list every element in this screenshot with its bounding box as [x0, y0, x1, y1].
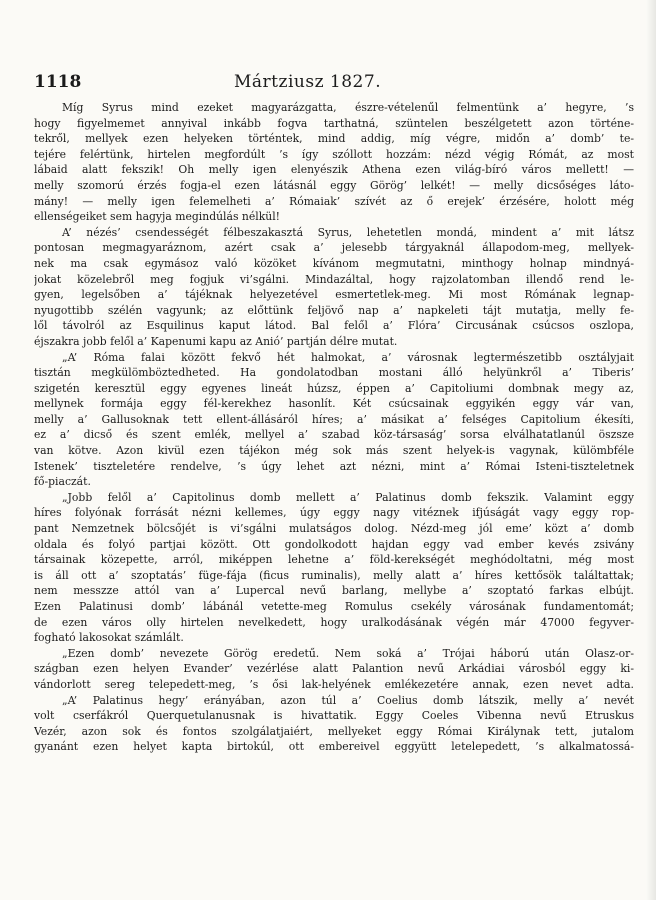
text-line: tisztán megkülömböztedheted. Ha gondolatodban mostani álló helyünkről a’ Tiberis’: [34, 366, 634, 380]
text-line: fogható lakosokat számlált.: [34, 631, 184, 645]
text-line: is áll ott a’ szoptatás’ füge-fája (ficus ruminalis), melly alatt a’ híres kettősök találtattak;: [34, 568, 634, 582]
text-line: lábaid alatt fekszik! Oh melly igen elenyészik Athena ezen világ-bíró város mellett! —: [34, 163, 634, 177]
text-line: szágban ezen helyen Evander’ vezérlése alatt Palantion nevű Arkádiai városból eggy ki-: [34, 662, 634, 676]
text-line: „Ezen domb’ nevezete Görög eredetű. Nem soká a’ Trójai háború után Olasz-or-: [62, 646, 634, 660]
text-line: jokat közelebről meg fogjuk vi’sgálni. Mindazáltal, hogy rajzolatomban illendő rend le-: [34, 272, 634, 286]
text-line: nyugottibb szélén vagyunk; az előttünk feljövő nap a’ napkeleti tájt mutatja, melly fe-: [34, 303, 634, 317]
text-line: melly a’ Gallusoknak tett ellent-állásáról híres; a’ másikat a’ felséges Capitolium ékesíti,: [34, 412, 634, 426]
text-line: fő-piaczát.: [34, 475, 91, 489]
text-line: tekről, mellyek ezen helyeken történtek, mind addig, míg végre, midőn a’ domb’ te-: [34, 132, 634, 146]
page-edge-shadow: [646, 0, 656, 900]
text-line: Vezér, azon sok és fontos szolgálatjaiért, mellyeket eggy Római Királynak tett, jutalom: [34, 724, 634, 738]
running-title: Mártziusz 1827.: [234, 72, 382, 92]
text-line: „Jobb felől a’ Capitolinus domb mellett a’ Palatinus domb fekszik. Valamint eggy: [62, 490, 634, 504]
page-number: 1118: [34, 72, 82, 92]
text-line: van kötve. Azon kivül ezen tájékon még sok más szent helyek-is vagynak, külömbféle: [34, 444, 634, 458]
text-line: „A’ Róma falai között fekvő hét halmokat, a’ városnak legtermészetibb osztályjait: [62, 350, 634, 364]
text-line: lől távolról az Esquilinus kaput látod. Bal felől a’ Flóra’ Circusának csúcsos oszlopa,: [34, 319, 634, 333]
text-line: ellenségeiket sem hagyja megindúlás nélkül!: [34, 210, 281, 224]
page-header: [34, 72, 634, 92]
text-line: „A’ Palatinus hegy’ erányában, azon túl a’ Coelius domb látszik, melly a’ nevét: [62, 693, 634, 707]
text-line: hogy figyelmemet annyival inkább fogva tarthatná, szüntelen beszélgetett azon történe-: [34, 116, 634, 130]
text-line: volt cserfákról Querquetulanusnak is hivattatik. Eggy Coeles Vibenna nevű Etruskus: [34, 709, 634, 723]
text-line: Míg Syrus mind ezeket magyarázgatta, észre-vételenűl felmentünk a’ hegyre, ’s: [62, 101, 634, 114]
text-line: mellynek formája eggy fél-kerekhez hasonlít. Két csúcsainak eggyikén eggy vár van,: [34, 397, 634, 411]
text-line: társainak közepette, arról, miképpen lehetne a’ föld-kerekségét meghódoltatni, még most: [34, 553, 634, 567]
text-line: szigetén keresztül eggy egyenes lineát húzsz, éppen a’ Capitoliumi dombnak megy az,: [34, 381, 634, 395]
text-line: Ezen Palatinusi domb’ lábánál vetette-meg Romulus csekély városának fundamentomát;: [34, 600, 634, 613]
text-line: oldala és folyó partjai között. Ott gondolkodott hajdan eggy vad ember kevés zsivány: [34, 537, 634, 551]
text-line: pontosan megmagyaráznom, azért csak a’ jelesebb tárgyaknál állapodom-meg, mellyek-: [34, 241, 634, 255]
text-line: gyen, legelsőben a’ tájéknak helyezetével esmertetlek-meg. Mi most Rómának legnap-: [34, 288, 634, 302]
text-line: mány! — melly igen felemelheti a’ Rómaiak’ szívét az ő erejek’ érzésére, holott még: [34, 194, 634, 208]
text-line: híres folyónak forrását nézni kellemes, úgy eggy nagy vitéznek ifjúságát vagy eggy rop-: [34, 506, 634, 520]
text-line: nem messzze attól van a’ Lupercal nevű barlang, mellybe a’ szoptató farkas elbújt.: [34, 584, 634, 598]
text-line: de ezen város olly hirtelen nevelkedett, hogy uralkodásának végén már 47000 fegyver-: [34, 615, 634, 629]
text-line: melly szomorú érzés fogja-el ezen látásnál eggy Görög’ lelkét! — melly dicsőséges láto-: [34, 178, 634, 192]
text-line: Istenek’ tiszteletére rendelve, ’s úgy lehet azt nézni, mint a’ Római Isteni-tiszteletnek: [34, 459, 634, 473]
text-line: éjszakra jobb felől a’ Kapenumi kapu az Anió’ partján délre mutat.: [34, 334, 398, 348]
text-line: gyanánt ezen helyet kapta birtokúl, ott embereivel eggyütt letelepedett, ’s alkalmatossá-: [34, 740, 634, 754]
text-line: tejére felértünk, hirtelen megfordúlt ’s így szóllott hozzám: nézd végig Rómát, az most: [34, 147, 634, 161]
text-line: vándorlott sereg telepedett-meg, ’s ősi lak-helyének emlékezetére annak, ezen nevet adta.: [34, 677, 634, 691]
body-text: [34, 100, 634, 755]
text-line: pant Nemzetnek bölcsőjét is vi’sgálni mulatságos dolog. Nézd-meg jól eme’ közt a’ domb: [34, 522, 634, 536]
text-line: nek ma csak egymásoz való közöket kívánom megmutatni, minthogy holnap mindnyá-: [34, 256, 634, 270]
text-line: ez a’ dicső és szent emlék, mellyel a’ szabad köz-társaság’ sorsa elválhatatlanúl öszsze: [34, 428, 634, 442]
text-line: A’ nézés’ csendességét félbeszakasztá Syrus, lehetetlen mondá, mindent a’ mit látsz: [62, 225, 634, 239]
